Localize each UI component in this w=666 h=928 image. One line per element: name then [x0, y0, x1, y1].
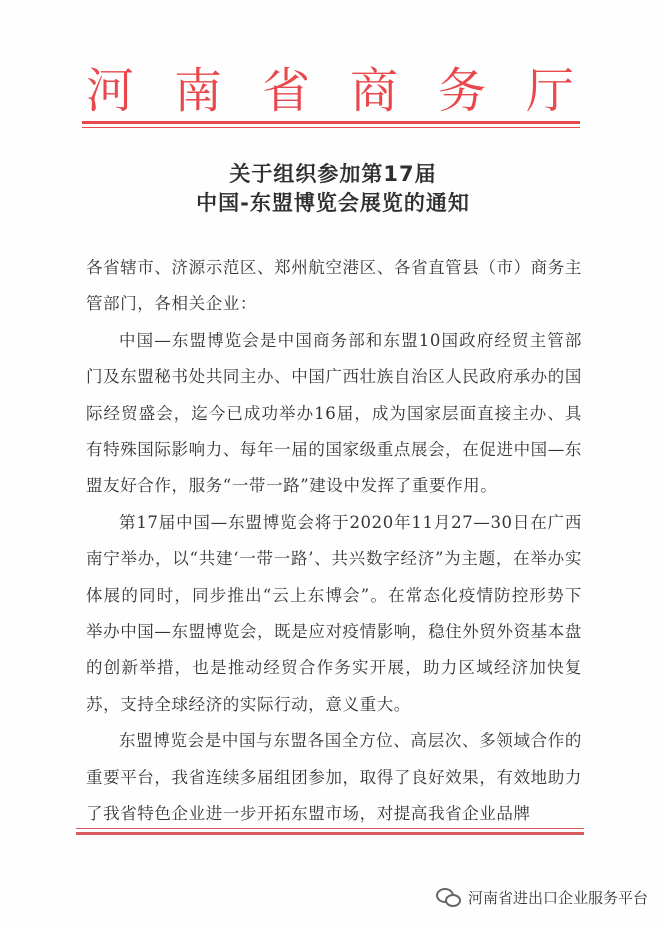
notice-title-line1: 关于组织参加第17届 — [229, 162, 437, 186]
letterhead-title — [80, 56, 580, 119]
watermark-text: 河南省进出口企业服务平台 — [467, 888, 648, 907]
letterhead-rule-thin — [82, 127, 580, 128]
letterhead-char: 省 — [261, 62, 310, 119]
paragraph: 中国—东盟博览会是中国商务部和东盟10国政府经贸主管部门及东盟秘书处共同主办、中国广西壮族自治区人民政府承办的国际经贸盛会，迄今已成功举办16届，成为国家层面直接主办、具有特殊国际影响力、每年一届的国家级重点展会，在促进中国—东盟友好合作，服务“一带一路”建设中发挥了重要作用。 — [86, 330, 582, 496]
letterhead-char: 厅 — [525, 62, 574, 119]
letterhead-char: 河 — [85, 62, 134, 119]
letterhead-char: 务 — [437, 62, 486, 119]
paragraph: 第17届中国—东盟博览会将于2020年11月27—30日在广西南宁举办，以“共建‘一带一路’、共兴数字经济”为主题，在举办实体展的同时，同步推出“云上东博会”。在常态化疫情防控形势下举办中国—东盟博览会，既是应对疫情影响，稳住外贸外资基本盘的创新举措，也是推动经贸合作务实开展，助力区域经济加快复苏，支持全球经济的实际行动，意义重大。 — [86, 512, 582, 714]
footer-rule-thin — [76, 828, 584, 829]
wechat-icon — [436, 886, 462, 908]
paragraph: 东盟博览会是中国与东盟各国全方位、高层次、多领域合作的重要平台，我省连续多届组团参加，取得了良好效果，有效地助力了我省特色企业进一步开拓东盟市场，对提高我省企业品牌 — [86, 731, 582, 824]
letterhead-char: 南 — [173, 62, 222, 119]
addressee: 各省辖市、济源示范区、郑州航空港区、各省直管县（市）商务主管部门，各相关企业： — [86, 258, 582, 314]
body-text — [86, 250, 582, 833]
footer-rule-thick — [76, 832, 584, 835]
notice-title-line2: 中国-东盟博览会展览的通知 — [196, 191, 470, 215]
watermark — [436, 882, 648, 912]
letterhead-rule-thick — [82, 121, 580, 124]
letterhead-char: 商 — [349, 62, 398, 119]
